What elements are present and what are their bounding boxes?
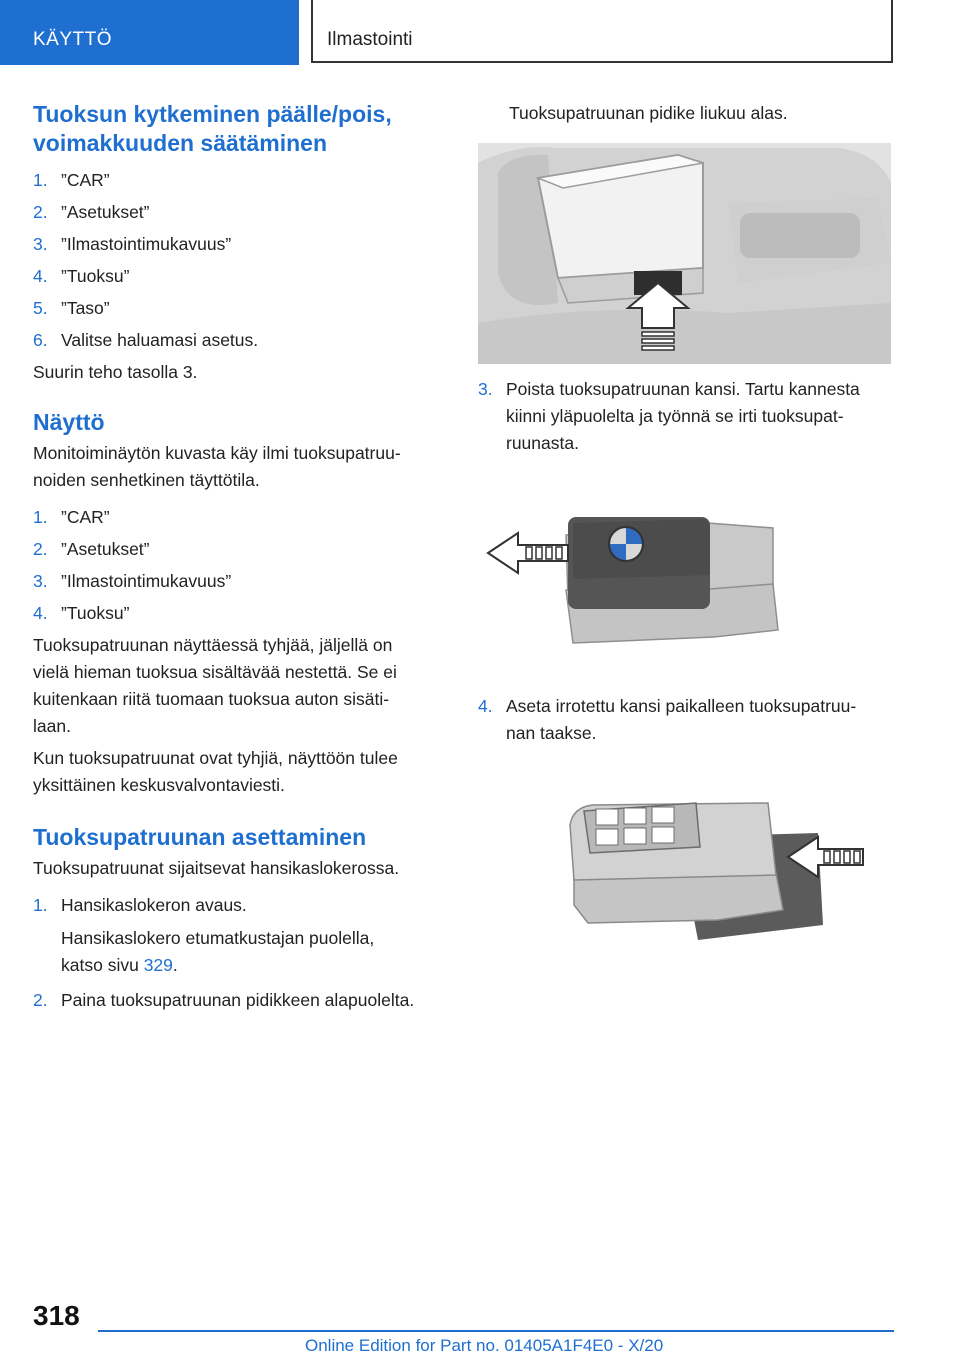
step-text: Paina tuoksupatruunan pidikkeen alapuolelta. (61, 990, 415, 1010)
step-text: ”Asetukset” (61, 202, 150, 222)
step-number: 2. (33, 539, 48, 559)
step-number: 4. (33, 266, 48, 286)
step-number: 4. (478, 696, 493, 716)
step-subtext (61, 925, 449, 979)
list-item (478, 693, 898, 747)
footer-divider (98, 1330, 894, 1332)
cartridge-cover-attach-illustration (478, 795, 891, 945)
paragraph (33, 745, 449, 799)
text-line: kiinni yläpuolelta ja työnnä se irti tuoksupat- (506, 406, 844, 426)
text-line: ruunasta. (506, 433, 579, 453)
step-text: Valitse haluamasi asetus. (61, 330, 259, 350)
step-text: ”CAR” (61, 170, 110, 190)
text-line: Kun tuoksupatruunat ovat tyhjiä, näyttöön tulee (33, 748, 398, 768)
text-line: kuitenkaan riitä tuomaan tuoksua auton sisäti- (33, 689, 390, 709)
title-line: Tuoksun kytkeminen päälle/pois, (33, 101, 392, 127)
steps-list (33, 892, 449, 1014)
section-title-fragrance-toggle (33, 100, 449, 158)
step-text: ”Tuoksu” (61, 266, 130, 286)
step-number: 1. (33, 895, 48, 915)
illustration-attach-cover (478, 795, 891, 945)
text-line: katso sivu (61, 955, 144, 975)
list-item (33, 536, 449, 563)
list-item (33, 295, 449, 322)
paragraph: Tuoksupatruunan pidike liukuu alas. (509, 103, 788, 123)
list-item (33, 327, 449, 354)
steps-list (33, 504, 449, 627)
right-column (478, 100, 898, 945)
glovebox-holder-illustration (478, 143, 891, 364)
text-line: noiden senhetkinen täyttötila. (33, 470, 260, 490)
cartridge-cover-removal-illustration (478, 505, 891, 645)
text-line: yksittäinen keskusvalvontaviesti. (33, 775, 285, 795)
note-text: Suurin teho tasolla 3. (33, 362, 198, 382)
text-line: Poista tuoksupatruunan kansi. Tartu kannesta (506, 379, 860, 399)
text-line: Monitoiminäytön kuvasta käy ilmi tuoksupatruu- (33, 443, 401, 463)
step-number: 2. (33, 202, 48, 222)
footer-edition: Online Edition for Part no. 01405A1F4E0 - X/20 (305, 1336, 664, 1355)
list-item (478, 376, 898, 457)
text-line: vielä hieman tuoksua sisältävää nestettä. Se ei (33, 662, 397, 682)
list-item (33, 892, 449, 979)
illustration-remove-cover (478, 505, 891, 645)
chapter-header (311, 0, 893, 63)
step-number: 1. (33, 170, 48, 190)
steps-list (33, 167, 449, 354)
step-text: Hansikaslokeron avaus. (61, 895, 247, 915)
step-text: ”CAR” (61, 507, 110, 527)
text-line: Hansikaslokero etumatkustajan puolella, (61, 928, 375, 948)
step-number: 3. (478, 379, 493, 399)
list-item (33, 504, 449, 531)
text-line: Tuoksupatruunan näyttäessä tyhjää, jäljellä on (33, 635, 393, 655)
step-number: 6. (33, 330, 48, 350)
illustration-holder-slides (478, 143, 891, 364)
chapter-label: Ilmastointi (327, 29, 413, 50)
list-item (33, 600, 449, 627)
steps-list (478, 376, 898, 457)
section-label: KÄYTTÖ (33, 29, 113, 50)
list-item (33, 263, 449, 290)
text-line: . (172, 955, 178, 975)
left-column (33, 100, 449, 1019)
step-number: 2. (33, 990, 48, 1010)
page-number: 318 (33, 1300, 80, 1331)
steps-list (478, 693, 898, 747)
list-item (33, 199, 449, 226)
page-link[interactable]: 329 (143, 955, 173, 975)
text-line: laan. (33, 716, 71, 736)
section-tab (0, 0, 299, 65)
section-title-display: Näyttö (33, 409, 105, 435)
section-title-insert-cartridge: Tuoksupatruunan asettaminen (33, 824, 367, 850)
step-text: ”Taso” (61, 298, 110, 318)
step-number: 3. (33, 571, 48, 591)
step-number: 1. (33, 507, 48, 527)
paragraph (33, 632, 449, 740)
list-item (33, 167, 449, 194)
step-text: ”Ilmastointimukavuus” (61, 571, 232, 591)
step-text: ”Asetukset” (61, 539, 150, 559)
paragraph: Tuoksupatruunat sijaitsevat hansikaslokerossa. (33, 858, 400, 878)
step-number: 3. (33, 234, 48, 254)
text-line: Aseta irrotettu kansi paikalleen tuoksupatruu- (506, 696, 857, 716)
list-item (33, 987, 449, 1014)
step-text: ”Ilmastointimukavuus” (61, 234, 232, 254)
step-number: 4. (33, 603, 48, 623)
list-item (33, 231, 449, 258)
text-line: nan taakse. (506, 723, 597, 743)
paragraph (33, 440, 449, 494)
list-item (33, 568, 449, 595)
step-text: ”Tuoksu” (61, 603, 130, 623)
step-number: 5. (33, 298, 48, 318)
title-line: voimakkuuden säätäminen (33, 130, 327, 156)
